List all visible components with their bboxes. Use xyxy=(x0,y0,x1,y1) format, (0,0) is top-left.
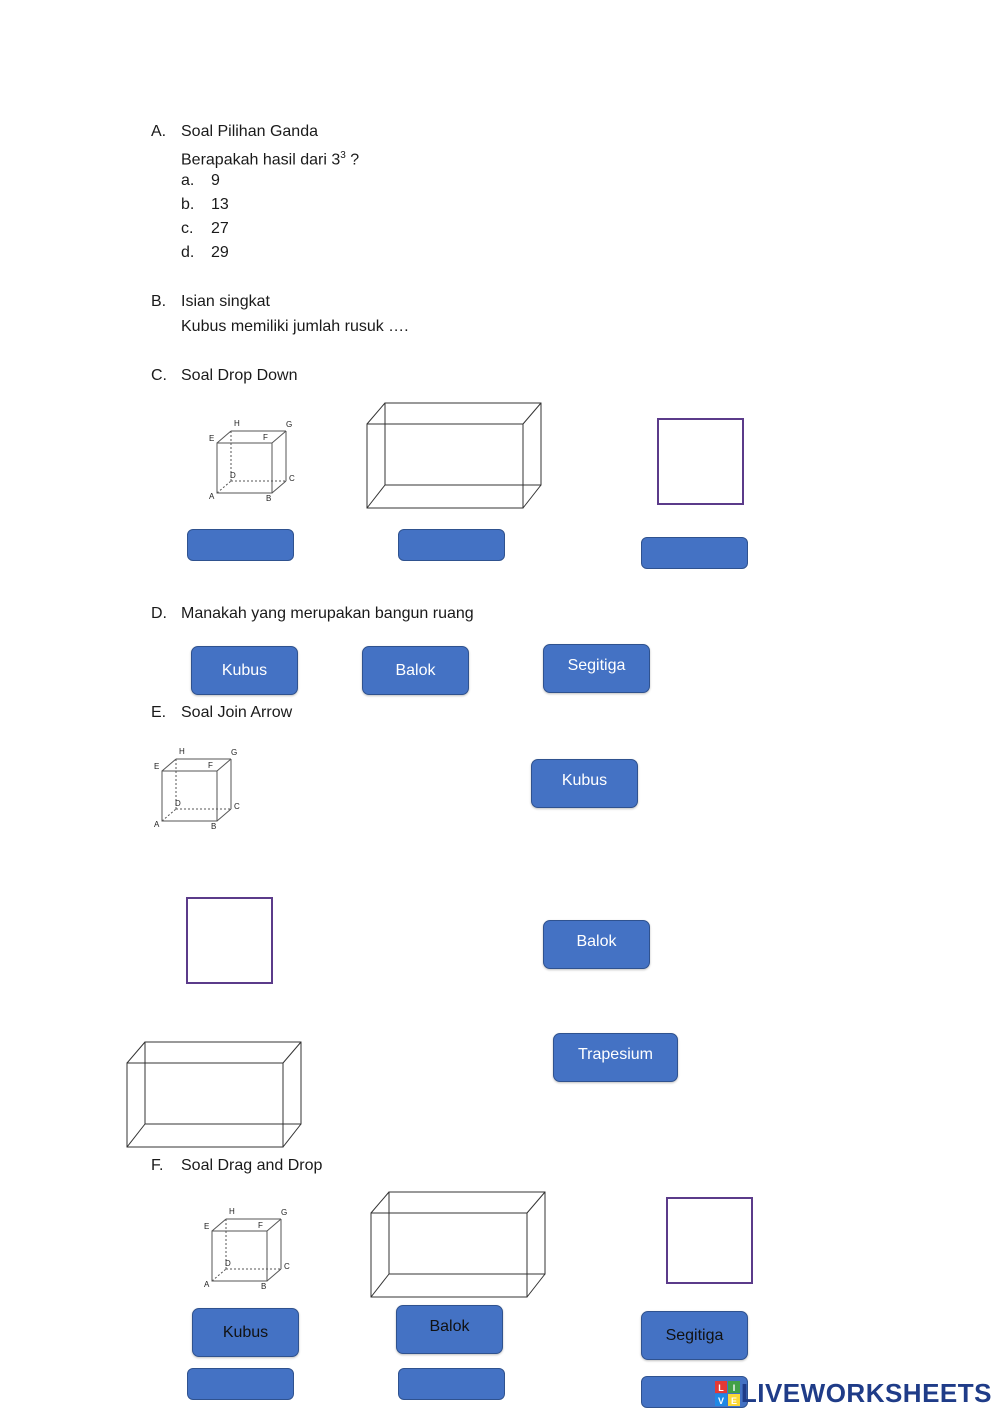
option-c-letter: c. xyxy=(181,220,194,237)
choice-segitiga-button[interactable]: Segitiga xyxy=(543,644,650,693)
vertex-label-d: D xyxy=(175,799,181,808)
option-a-value[interactable]: 9 xyxy=(211,172,220,189)
vertex-label-c: C xyxy=(289,474,295,483)
vertex-label-a: A xyxy=(154,820,160,829)
vertex-label-b: B xyxy=(211,822,217,831)
section-a-title: Soal Pilihan Ganda xyxy=(181,123,318,140)
cuboid-figure-f xyxy=(369,1191,549,1299)
cuboid-figure-e[interactable] xyxy=(125,1041,305,1149)
vertex-label-f: F xyxy=(258,1221,263,1230)
vertex-label-h: H xyxy=(234,419,240,428)
vertex-label-d: D xyxy=(230,471,236,480)
section-a-question xyxy=(181,146,359,170)
question-suffix: ? xyxy=(345,151,360,169)
section-b-question: Kubus memiliki jumlah rusuk …. xyxy=(181,318,409,335)
cube-figure-c xyxy=(205,415,305,505)
section-c-letter: C. xyxy=(151,367,167,384)
brand-logo-icon xyxy=(715,1381,741,1407)
vertex-label-a: A xyxy=(209,492,215,501)
vertex-label-h: H xyxy=(179,747,185,756)
dropdown-cuboid[interactable] xyxy=(398,529,505,561)
vertex-label-a: A xyxy=(204,1280,210,1289)
logo-letter-e: E xyxy=(730,1395,737,1406)
join-target-balok[interactable]: Balok xyxy=(543,920,650,969)
square-figure-e[interactable] xyxy=(186,897,273,984)
vertex-label-f: F xyxy=(263,433,268,442)
vertex-label-g: G xyxy=(286,420,293,429)
join-target-kubus[interactable]: Kubus xyxy=(531,759,638,808)
logo-letter-i: I xyxy=(732,1382,736,1393)
cube-figure-f xyxy=(200,1203,300,1293)
option-b-value[interactable]: 13 xyxy=(211,196,229,213)
drop-zone-cube[interactable] xyxy=(187,1368,294,1400)
drag-kubus-button[interactable]: Kubus xyxy=(192,1308,299,1357)
vertex-label-e: E xyxy=(154,762,160,771)
section-f-title: Soal Drag and Drop xyxy=(181,1157,323,1174)
vertex-label-b: B xyxy=(266,494,272,503)
drag-balok-button[interactable]: Balok xyxy=(396,1305,503,1354)
section-d-letter: D. xyxy=(151,605,167,622)
vertex-label-h: H xyxy=(229,1207,235,1216)
option-d-value[interactable]: 29 xyxy=(211,244,229,261)
vertex-label-b: B xyxy=(261,1282,267,1291)
join-target-trapesium[interactable]: Trapesium xyxy=(553,1033,678,1082)
question-exponent: 3 xyxy=(340,150,346,161)
choice-balok-button[interactable]: Balok xyxy=(362,646,469,695)
vertex-label-g: G xyxy=(281,1208,288,1217)
vertex-label-g: G xyxy=(231,748,238,757)
section-c-title: Soal Drop Down xyxy=(181,367,298,384)
drop-zone-cuboid[interactable] xyxy=(398,1368,505,1400)
question-prefix: Berapakah hasil dari 3 xyxy=(181,151,341,169)
square-figure-f xyxy=(666,1197,753,1284)
dropdown-cube[interactable] xyxy=(187,529,294,561)
logo-letter-l: L xyxy=(718,1382,724,1393)
option-a-letter: a. xyxy=(181,172,195,189)
cuboid-figure-c xyxy=(365,402,545,510)
section-e-letter: E. xyxy=(151,704,167,721)
section-d-title: Manakah yang merupakan bangun ruang xyxy=(181,605,474,622)
dropdown-square[interactable] xyxy=(641,537,748,569)
section-b-letter: B. xyxy=(151,293,167,310)
vertex-label-d: D xyxy=(225,1259,231,1268)
brand-name: LIVEWORKSHEETS xyxy=(740,1378,992,1408)
option-d-letter: d. xyxy=(181,244,195,261)
vertex-label-c: C xyxy=(284,1262,290,1271)
vertex-label-e: E xyxy=(209,434,215,443)
option-b-letter: b. xyxy=(181,196,195,213)
section-f-letter: F. xyxy=(151,1157,164,1174)
logo-letter-v: V xyxy=(717,1395,724,1406)
choice-kubus-button[interactable]: Kubus xyxy=(191,646,298,695)
section-e-title: Soal Join Arrow xyxy=(181,704,293,721)
option-c-value[interactable]: 27 xyxy=(211,220,229,237)
liveworksheets-logo xyxy=(715,1378,992,1409)
square-figure-c xyxy=(657,418,744,505)
vertex-label-f: F xyxy=(208,761,213,770)
vertex-label-c: C xyxy=(234,802,240,811)
section-a-letter: A. xyxy=(151,123,167,140)
drag-segitiga-button[interactable]: Segitiga xyxy=(641,1311,748,1360)
vertex-label-e: E xyxy=(204,1222,210,1231)
section-b-title: Isian singkat xyxy=(181,293,270,310)
cube-figure-e[interactable] xyxy=(150,743,250,833)
